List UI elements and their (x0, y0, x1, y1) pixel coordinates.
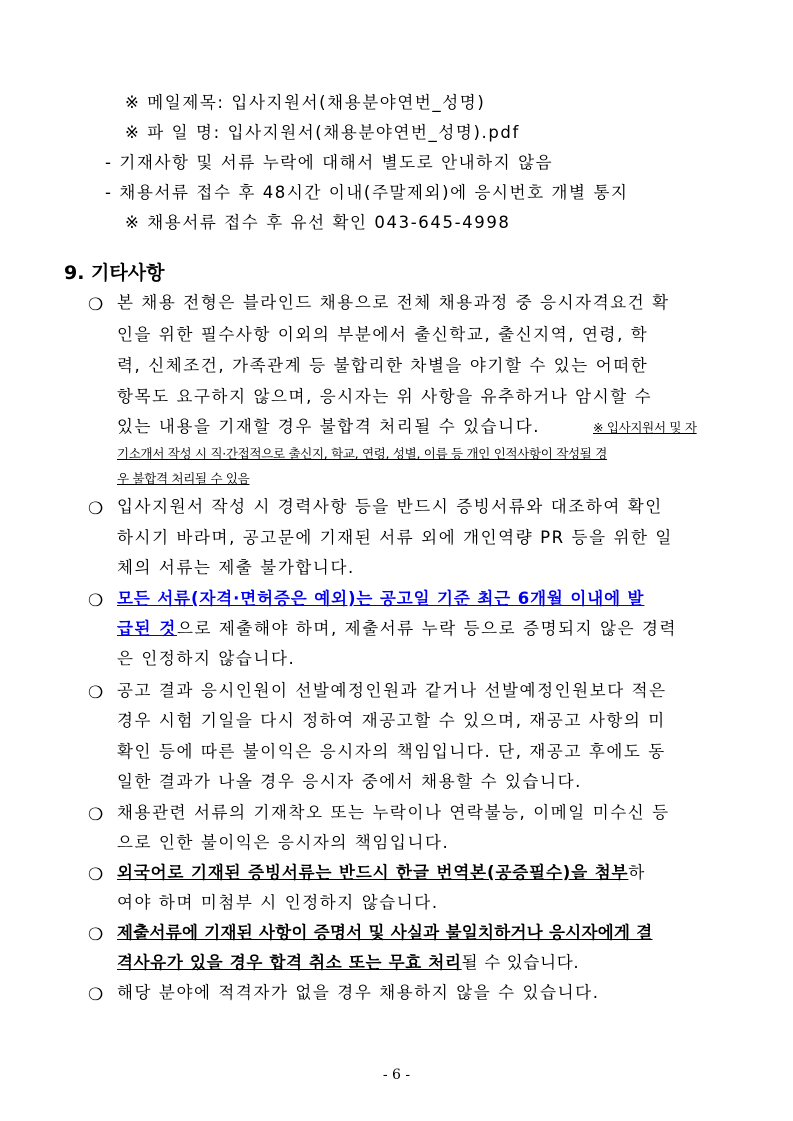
item1-line4: 항목도 요구하지 않으며, 응시자는 위 사항을 유추하거나 암시할 수 (117, 387, 653, 406)
item3-emphasis-line2: 급된 것 (117, 619, 177, 638)
item6-line1 (117, 863, 645, 883)
item1-note-inline: ※ 입사지원서 및 자 (593, 420, 697, 435)
mail-subject-note: ※ 메일제목: 입사지원서(채용분야연번_성명) (125, 93, 486, 112)
item3-line3: 은 인정하지 않습니다. (117, 649, 296, 668)
item6-emphasis: 외국어로 기재된 증빙서류는 반드시 한글 번역본(공증필수)을 첨부 (117, 863, 629, 882)
bullet-icon: ❍ (88, 985, 104, 1005)
item5-line1: 채용관련 서류의 기재착오 또는 누락이나 연락불능, 이메일 미수신 등 (117, 803, 670, 822)
file-name-note: ※ 파 일 명: 입사지원서(채용분야연번_성명).pdf (125, 123, 520, 142)
item1-line5: 있는 내용을 기재할 경우 불합격 처리될 수 있습니다. (117, 417, 541, 436)
item4-line4: 일한 결과가 나올 경우 응시자 중에서 채용할 수 있습니다. (117, 772, 583, 791)
item7-emphasis-line2: 격사유가 있을 경우 합격 취소 또는 무효 처리 (117, 953, 462, 972)
item1-line1: 본 채용 전형은 블라인드 채용으로 전체 채용과정 중 응시자격요건 확 (117, 293, 670, 312)
notice-timing-note: - 채용서류 접수 후 48시간 이내(주말제외)에 응시번호 개별 통지 (105, 183, 629, 202)
item3-line2-rest: 으로 제출해야 하며, 제출서류 누락 등으로 증명되지 않은 경력 (176, 619, 678, 638)
item7-line2-rest: 될 수 있습니다. (461, 953, 580, 972)
bullet-icon: ❍ (88, 591, 104, 611)
bullet-icon: ❍ (88, 865, 104, 885)
section-title: 9. 기타사항 (64, 262, 165, 284)
item6-line1-rest: 하 (628, 863, 646, 882)
bullet-icon: ❍ (88, 925, 104, 945)
item4-line2: 경우 시험 기일을 다시 정하여 재공고할 수 있으며, 재공고 사항의 미 (117, 711, 666, 730)
item4-line3: 확인 등에 따른 불이익은 응시자의 책임입니다. 단, 재공고 후에도 동 (117, 742, 666, 761)
item1-note-line1: 기소개서 작성 시 직·간접적으로 출신지, 학교, 연령, 성별, 이름 등 개인 인적사항이 작성될 경 (117, 446, 608, 461)
item3-line2 (117, 619, 677, 639)
bullet-icon: ❍ (88, 805, 104, 825)
bullet-icon: ❍ (88, 499, 104, 519)
item7-line2 (117, 953, 579, 973)
phone-confirm-note: ※ 채용서류 접수 후 유선 확인 043-645-4998 (125, 213, 511, 232)
item1-line2: 인을 위한 필수사항 이외의 부분에서 출신학교, 출신지역, 연령, 학 (117, 325, 649, 344)
item4-line1: 공고 결과 응시인원이 선발예정인원과 같거나 선발예정인원보다 적은 (117, 681, 667, 700)
item1-note-line2: 우 불합격 처리될 수 있음 (117, 471, 250, 486)
item3-emphasis-line1: 모든 서류(자격·면허증은 예외)는 공고일 기준 최근 6개월 이내에 발 (117, 589, 645, 608)
item2-line2: 하시기 바라며, 공고문에 기재된 서류 외에 개인역량 PR 등을 위한 일 (117, 528, 673, 547)
missing-items-note: - 기재사항 및 서류 누락에 대해서 별도로 안내하지 않음 (105, 153, 554, 172)
item2-line3: 체의 서류는 제출 불가합니다. (117, 558, 355, 577)
item2-line1: 입사지원서 작성 시 경력사항 등을 반드시 증빙서류와 대조하여 확인 (117, 497, 663, 516)
page-number: - 6 - (382, 1067, 411, 1083)
item6-line2: 여야 하며 미첨부 시 인정하지 않습니다. (117, 893, 439, 912)
item8-line1: 해당 분야에 적격자가 없을 경우 채용하지 않을 수 있습니다. (117, 983, 600, 1002)
item1-line3: 력, 신체조건, 가족관계 등 불합리한 차별을 야기할 수 있는 어떠한 (117, 356, 649, 375)
bullet-icon: ❍ (88, 683, 104, 703)
bullet-icon: ❍ (88, 295, 104, 315)
item7-emphasis-line1: 제출서류에 기재된 사항이 증명서 및 사실과 불일치하거나 응시자에게 결 (117, 923, 653, 942)
item5-line2: 으로 인한 불이익은 응시자의 책임입니다. (117, 833, 450, 852)
